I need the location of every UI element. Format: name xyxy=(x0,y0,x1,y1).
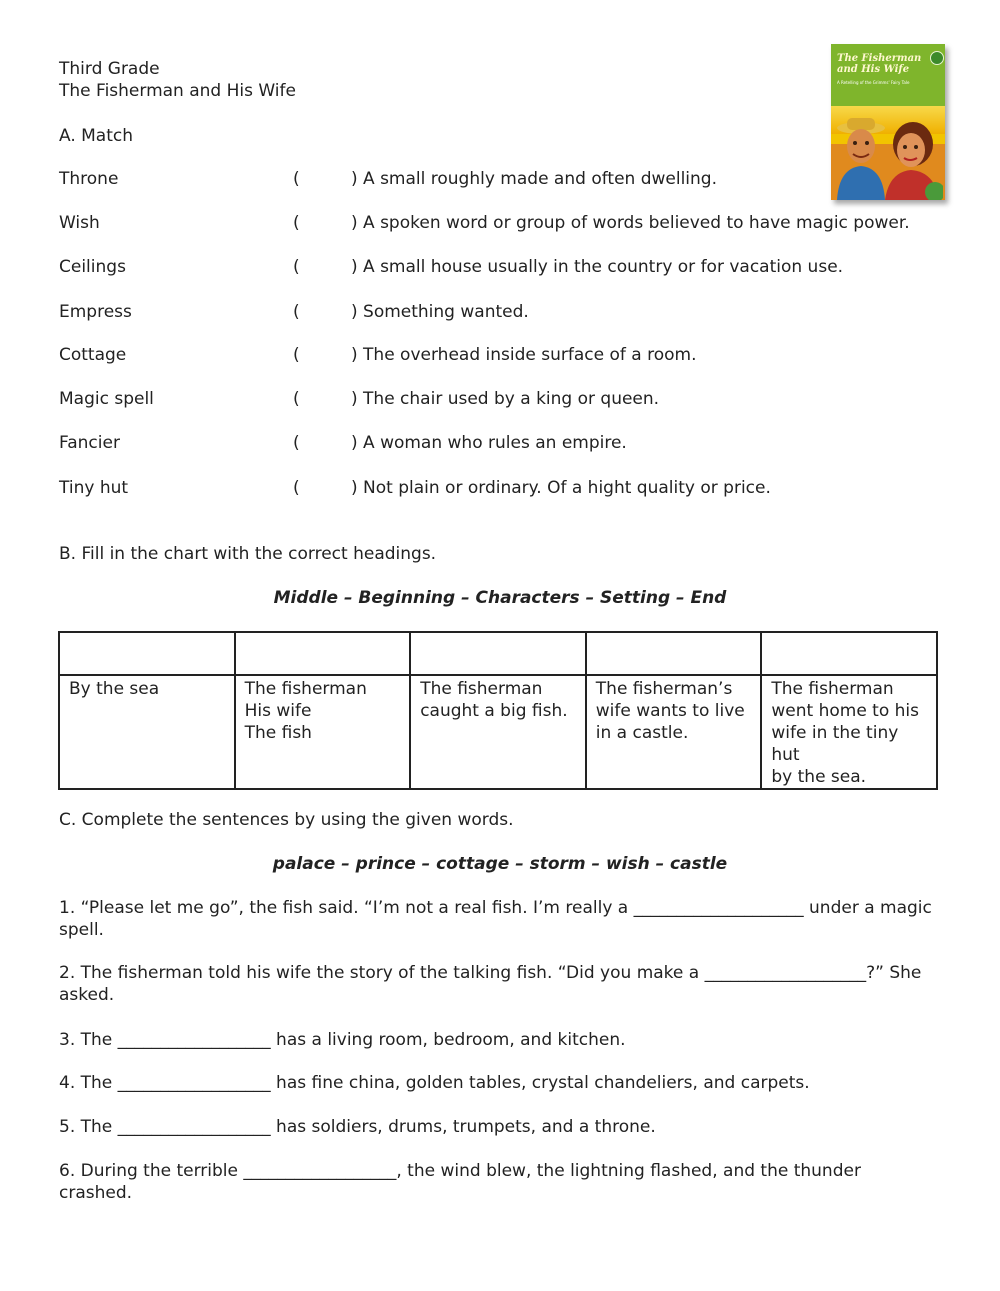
answer-blank[interactable]: ( xyxy=(293,169,300,189)
chart-cell-line: caught a big fish. xyxy=(420,701,568,721)
sentence-item[interactable]: 4. The __________________ has fine china, golden tables, crystal chandeliers, and carpets. xyxy=(59,1073,810,1093)
sentence-item[interactable]: 6. During the terrible __________________, the wind blew, the lightning flashed, and the thunder crashed. xyxy=(59,1161,861,1203)
match-word: Tiny hut xyxy=(59,478,129,498)
chart-cell-line: The fisherman xyxy=(420,679,543,699)
answer-blank[interactable]: ( xyxy=(293,257,300,277)
match-word: Ceilings xyxy=(59,257,126,277)
heading-blank-cell[interactable] xyxy=(761,632,937,675)
heading-blank-cell[interactable] xyxy=(586,632,762,675)
match-word: Fancier xyxy=(59,433,120,453)
heading-blank-cell[interactable] xyxy=(59,632,235,675)
match-definition: ) Not plain or ordinary. Of a hight quality or price. xyxy=(351,478,771,498)
section-b-word-bank: Middle – Beginning – Characters – Setting – End xyxy=(273,588,727,608)
match-definition: ) A woman who rules an empire. xyxy=(351,433,627,453)
match-definition: ) A small house usually in the country or for vacation use. xyxy=(351,257,844,277)
section-c-word-bank: palace – prince – cottage – storm – wish – castle xyxy=(272,854,728,874)
sentence-item[interactable]: 3. The __________________ has a living room, bedroom, and kitchen. xyxy=(59,1030,626,1050)
chart-cell-line: in a castle. xyxy=(595,723,689,743)
chart-content-row xyxy=(59,675,937,789)
chart-cell-line: went home to his xyxy=(771,701,920,721)
chart-cell-line: wife wants to live xyxy=(595,701,745,721)
wife-illustration xyxy=(879,118,943,200)
section-c-heading: C. Complete the sentences by using the given words. xyxy=(59,810,514,830)
heading-blank-cell[interactable] xyxy=(235,632,411,675)
match-word: Cottage xyxy=(59,345,127,365)
match-definition: ) The overhead inside surface of a room. xyxy=(351,345,697,365)
match-definition: ) A small roughly made and often dwelling. xyxy=(351,169,717,189)
chart-heading-row xyxy=(59,632,937,675)
answer-blank[interactable]: ( xyxy=(293,345,300,365)
book-cover-image xyxy=(831,44,945,200)
sentence-item[interactable]: 1. “Please let me go”, the fish said. “I’m not a real fish. I’m really a ____________________ under a magic spell. xyxy=(59,898,932,940)
match-definition: ) Something wanted. xyxy=(351,302,529,322)
chart-cell-line: The fish xyxy=(244,723,312,743)
answer-blank[interactable]: ( xyxy=(293,302,300,322)
chart-cell xyxy=(59,675,235,789)
match-word: Empress xyxy=(59,302,132,322)
match-word: Magic spell xyxy=(59,389,154,409)
answer-blank[interactable]: ( xyxy=(293,389,300,409)
chart-cell-line: By the sea xyxy=(69,679,160,699)
chart-cell-line: The fisherman xyxy=(771,679,894,699)
worksheet-title: The Fisherman and His Wife xyxy=(59,81,296,101)
chart-cell xyxy=(410,675,586,789)
sentence-item[interactable]: 2. The fisherman told his wife the story of the talking fish. “Did you make a ___________________?” She asked. xyxy=(59,963,922,1005)
section-b-heading: B. Fill in the chart with the correct headings. xyxy=(59,544,437,564)
answer-blank[interactable]: ( xyxy=(293,213,300,233)
chart-cell-line: His wife xyxy=(244,701,312,721)
heading-blank-cell[interactable] xyxy=(410,632,586,675)
book-cover-title: The Fisherman and His Wife xyxy=(837,53,922,75)
match-definition: ) A spoken word or group of words believed to have magic power. xyxy=(351,213,910,233)
sentence-item[interactable]: 5. The __________________ has soldiers, drums, trumpets, and a throne. xyxy=(59,1117,656,1137)
answer-blank[interactable]: ( xyxy=(293,433,300,453)
match-word: Wish xyxy=(59,213,100,233)
match-definition: ) The chair used by a king or queen. xyxy=(351,389,660,409)
answer-blank[interactable]: ( xyxy=(293,478,300,498)
chart-cell xyxy=(235,675,411,789)
grade-label: Third Grade xyxy=(59,59,160,79)
chart-cell xyxy=(761,675,937,789)
section-a-heading: A. Match xyxy=(59,126,134,146)
match-word: Throne xyxy=(59,169,119,189)
chart-cell-line: The fisherman xyxy=(244,679,367,699)
book-cover-subtitle: A Retelling of the Grimms' Fairy Tale xyxy=(837,80,910,85)
award-seal-icon xyxy=(930,51,944,65)
chart-cell-line: by the sea. xyxy=(771,767,867,787)
chart-cell-line: The fisherman’s xyxy=(595,679,733,699)
story-chart xyxy=(58,631,938,790)
chart-cell xyxy=(586,675,762,789)
chart-cell-line: wife in the tiny hut xyxy=(771,723,899,765)
